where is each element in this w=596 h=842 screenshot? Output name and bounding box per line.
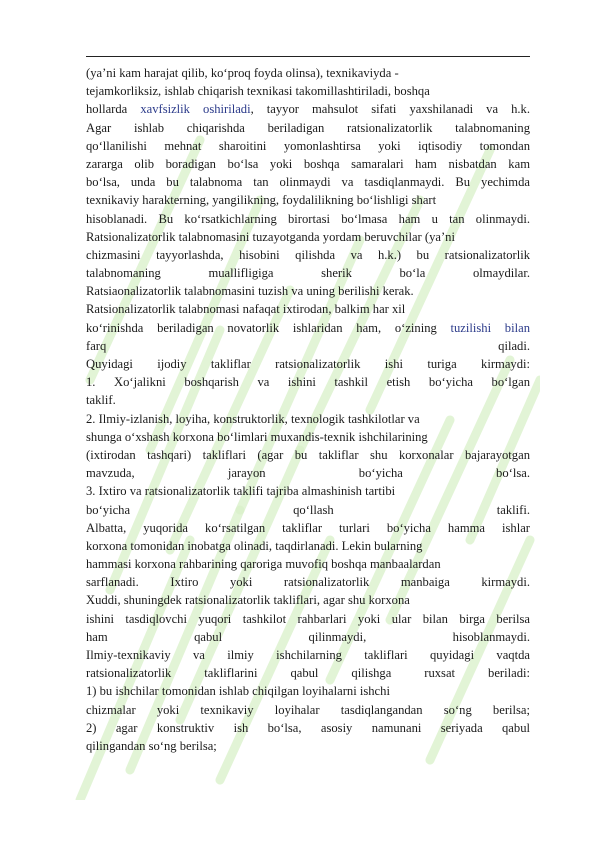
text-line: 3. Ixtiro va ratsionalizatorlik taklifi tajriba almashinish tartibi xyxy=(86,484,396,499)
text-line: qo‘llanilishi mehnat sharoitini yomonlashtirsa yoki iqtisodiy tomondan xyxy=(86,138,530,153)
text-line: ishini tasdiqlovchi yuqori tashkilot rahbarlari yoki ular bilan birga berilsa xyxy=(86,611,530,626)
text-line: bo‘lsa, unda bu talabnoma tan olinmaydi va tasdiqlanmaydi. Bu yechimda xyxy=(86,175,530,190)
text-segment: , tayyor mahsulot sifati yaxshilanadi va h.k. xyxy=(250,102,530,117)
text-line: chizmasini tayyorlashda, hisobini qilishda va h.k.) bu ratsionalizatorlik xyxy=(86,247,530,262)
text-line xyxy=(86,100,530,118)
text-line: hisoblanadi. Bu ko‘rsatkichlarning birortasi bo‘lmasa ham u tan olinmaydi. xyxy=(86,211,530,226)
text-line: 1) bu ishchilar tomonidan ishlab chiqilgan loyihalarni ishchi xyxy=(86,684,390,699)
text-line: qilingandan so‘ng berilsa; xyxy=(86,738,217,753)
text-line: talabnomaning muallifligiga sherik bo‘la olmaydilar. xyxy=(86,266,530,281)
text-line: Quyidagi ijodiy takliflar ratsionalizatorlik ishi turiga kirmaydi: xyxy=(86,357,530,371)
text-line: mavzuda, jarayon bo‘yicha bo‘lsa. xyxy=(86,466,530,481)
text-line: sarflanadi. Ixtiro yoki ratsionalizatorlik manbaiga kirmaydi. xyxy=(86,575,530,590)
header-rule xyxy=(86,56,530,57)
text-line: 2. Ilmiy-izlanish, loyiha, konstruktorlik, texnologik tashkilotlar va xyxy=(86,411,420,426)
text-line: Ilmiy-texnikaviy va ilmiy ishchilarning takliflari quyidagi vaqtda xyxy=(86,648,530,662)
text-line: ratsionalizatorlik takliflarini qabul qilishga ruxsat beriladi: xyxy=(86,666,530,681)
text-line: farq qiladi. xyxy=(86,338,530,353)
text-line: Ratsiaonalizatorlik talabnomasini tuzish va uning berilishi kerak. xyxy=(86,284,414,299)
text-segment: ko‘rinishda beriladigan novatorlik ishlaridan ham, o‘zining xyxy=(86,320,451,335)
text-line: 1. Xo‘jalikni boshqarish va ishini tashkil etish bo‘yicha bo‘lgan xyxy=(86,375,530,390)
text-line: Ratsionalizatorlik talabnomasini tuzayotganda yordam beruvchilar (ya’ni xyxy=(86,229,455,244)
text-line: texnikaviy harakterning, yangilikning, foydalilikning bo‘lishligi shart xyxy=(86,193,437,208)
text-line: korxona tomonidan inobatga olinadi, taqdirlanadi. Lekin bularning xyxy=(86,538,423,553)
text-line: chizmalar yoki texnikaviy loyihalar tasdiqlangandan so‘ng berilsa; xyxy=(86,702,530,717)
text-line: hammasi korxona rahbarining qaroriga muvofiq boshqa manbaalardan xyxy=(86,557,441,572)
document-body xyxy=(86,64,530,755)
text-line: 2) agar konstruktiv ish bo‘lsa, asosiy namunani seriyada qabul xyxy=(86,720,530,735)
text-line: Xuddi, shuningdek ratsionalizatorlik takliflari, agar shu korxona xyxy=(86,593,410,608)
highlighted-text: xavfsizlik oshiriladi xyxy=(140,102,251,117)
text-segment: hollarda xyxy=(86,102,141,117)
text-line: Ratsionalizatorlik talabnomasi nafaqat ixtirodan, balkim har xil xyxy=(86,302,406,317)
text-line: (ya’ni kam harajat qilib, ko‘proq foyda olinsa), texnikaviyda - xyxy=(86,66,399,80)
text-line: (ixtirodan tashqari) takliflari (agar bu takliflar shu korxonalar bajarayotgan xyxy=(86,447,530,462)
text-line: ham qabul qilinmaydi, hisoblanmaydi. xyxy=(86,629,530,644)
text-line xyxy=(86,319,530,337)
highlighted-text: tuzilishi bilan xyxy=(450,320,530,335)
text-line: Albatta, yuqorida ko‘rsatilgan takliflar turlari bo‘yicha hamma ishlar xyxy=(86,520,530,535)
text-line: taklif. xyxy=(86,393,116,408)
text-line: Agar ishlab chiqarishda beriladigan ratsionalizatorlik talabnomaning xyxy=(86,120,530,135)
text-line: bo‘yicha qo‘llash taklifi. xyxy=(86,502,530,517)
text-line: tejamkorliksiz, ishlab chiqarish texnikasi takomillashtiriladi, boshqa xyxy=(86,84,430,99)
text-line: shunga o‘xshash korxona bo‘limlari muxandis-texnik ishchilarining xyxy=(86,429,428,444)
text-line: zararga olib boradigan bo‘lsa yoki boshqa samaralari ham nisbatdan kam xyxy=(86,156,530,171)
